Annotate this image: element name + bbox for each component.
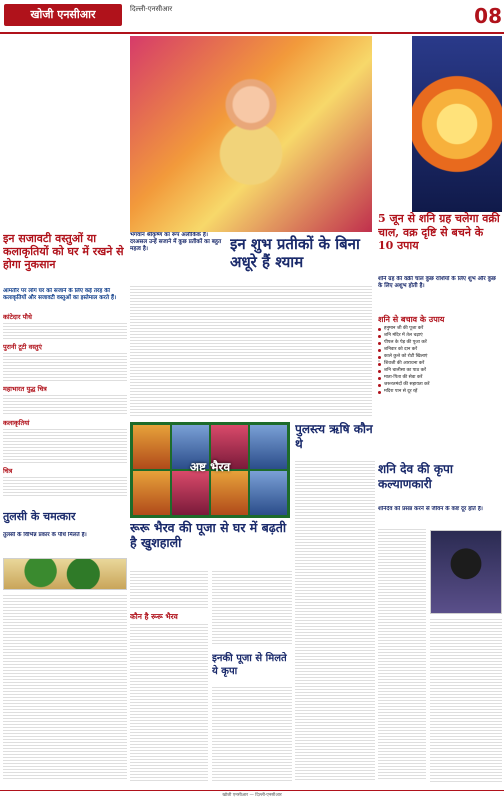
left-article-body bbox=[3, 310, 127, 505]
pulastya-body bbox=[295, 460, 375, 786]
wish-body bbox=[212, 686, 292, 786]
tulsi-headline-block bbox=[3, 510, 127, 530]
ashta-bhairav-image-grid bbox=[130, 422, 290, 518]
saturn-headline: 5 जून से शनि ग्रह चलेगा वक्री चाल, वक्र दृष्टि से बचने के 10 उपाय bbox=[378, 212, 500, 252]
text-lines bbox=[3, 594, 127, 780]
left-article-intro: आमतौर पर लोग घर को सजाने के लिए कई तरह की कलाकृतियों और सजावटी वस्तुओं का इस्तेमाल करते हैं। bbox=[3, 288, 117, 301]
bhairav-image bbox=[133, 471, 170, 515]
section-heading: कलाकृतियां bbox=[3, 419, 30, 427]
list-item: काले कुत्ते को रोटी खिलाएं bbox=[378, 354, 502, 360]
text-lines bbox=[295, 460, 375, 780]
text-lines bbox=[378, 528, 426, 780]
section-heading: चित्र bbox=[3, 467, 13, 475]
bhairav-body bbox=[130, 570, 208, 786]
text-lines bbox=[130, 570, 208, 610]
list-item: शनि चालीसा का पाठ करें bbox=[378, 368, 502, 374]
krishna-intro: भगवान श्रीकृष्ण का रूप अलौकिक है। दरअसल उन्हें सजाने में कुछ प्रतीकों का बहुत महत्व है। bbox=[130, 232, 222, 252]
bhairav-headline-block bbox=[130, 520, 292, 568]
text-lines bbox=[212, 686, 292, 782]
krishna-intro-block bbox=[130, 232, 226, 282]
tulsi-intro: तुलसी के विभिन्न प्रकार के पौधे मिलते हैं। bbox=[3, 532, 87, 538]
bhairav-body-2 bbox=[212, 570, 292, 650]
pulastya-headline: पुलस्त्य ऋषि कौन थे bbox=[295, 422, 373, 451]
header-rule bbox=[0, 32, 504, 34]
list-item: मदिरा पान से दूर रहें bbox=[378, 389, 502, 395]
page-footer: खोजी एनसीआर — दिल्ली-एनसीआर bbox=[0, 790, 504, 800]
tulsi-headline: तुलसी के चमत्कार bbox=[3, 510, 76, 523]
krishna-headline: इन शुभ प्रतीकों के बिना अधूरे हैं श्याम bbox=[230, 235, 360, 271]
text-lines bbox=[130, 623, 208, 783]
newspaper-brand: खोजी एनसीआर bbox=[4, 4, 122, 26]
text-lines bbox=[3, 322, 127, 340]
shani-blessing-intro: शनिदेव को प्रसन्न करने से जीवन के कष्ट दूर होते हैं। bbox=[378, 506, 483, 512]
shani-blessing-body bbox=[378, 528, 426, 786]
text-lines bbox=[212, 570, 292, 646]
saturn-intro: शनि ग्रह की वक्री चाल कुछ राशियों के लिए शुभ और कुछ के लिए अशुभ होती है। bbox=[378, 276, 496, 289]
shani-dev-photo bbox=[430, 530, 502, 614]
tulsi-body bbox=[3, 594, 127, 786]
section-heading: कांटेदार पौधे bbox=[3, 313, 32, 321]
saturn-intro-block bbox=[378, 276, 502, 310]
pulastya-photo-placeholder bbox=[378, 360, 380, 362]
list-item: जरूरतमंदों की सहायता करें bbox=[378, 382, 502, 388]
bhairav-image bbox=[211, 471, 248, 515]
text-lines bbox=[130, 285, 372, 417]
tulsi-intro-block bbox=[3, 532, 127, 556]
shani-blessing-headline: शनि देव की कृपा कल्याणकारी bbox=[378, 462, 453, 491]
text-lines bbox=[430, 618, 502, 782]
left-article-intro-block bbox=[3, 288, 127, 308]
wish-headline-block bbox=[212, 652, 292, 684]
edition-info: दिल्ली-एनसीआर bbox=[130, 5, 173, 13]
list-item: शनिवार को दान करें bbox=[378, 347, 502, 353]
list-item: हनुमान जी की पूजा करें bbox=[378, 326, 502, 332]
shani-sun-photo bbox=[412, 36, 502, 212]
saturn-remedies bbox=[378, 312, 502, 462]
pulastya-headline-block bbox=[295, 422, 375, 458]
section-heading: पुरानी टूटी वस्तुएं bbox=[3, 343, 42, 351]
list-item: माता-पिता की सेवा करें bbox=[378, 375, 502, 381]
list-item: शिवजी की आराधना करें bbox=[378, 361, 502, 367]
shani-blessing-body-2 bbox=[430, 618, 502, 786]
bhairav-subheading: कौन है रूरू भैरव bbox=[130, 612, 178, 621]
saturn-headline-block bbox=[378, 212, 502, 274]
text-lines bbox=[3, 352, 127, 382]
saturn-remedies-heading: शनि से बचाव के उपाय bbox=[378, 315, 445, 324]
left-article-headline: इन सजावटी वस्तुओं या कलाकृतियों को घर में रखने से होगा नुकसान bbox=[3, 232, 124, 271]
krishna-body bbox=[130, 285, 372, 420]
wish-headline: इनकी पूजा से मिलते ये कृपा bbox=[212, 653, 287, 677]
tulsi-photo bbox=[3, 558, 127, 590]
list-item: पीपल के पेड़ की पूजा करें bbox=[378, 340, 502, 346]
shani-blessing-headline-block bbox=[378, 462, 502, 504]
shani-blessing-intro-block bbox=[378, 506, 502, 526]
bhairav-headline: रूरू भैरव की पूजा से घर में बढ़ती है खुशहाली bbox=[130, 520, 287, 550]
section-heading: महाभारत युद्ध चित्र bbox=[3, 385, 47, 393]
bhairav-image bbox=[250, 471, 287, 515]
text-lines bbox=[3, 428, 127, 464]
text-lines bbox=[3, 394, 127, 416]
remedy-list bbox=[378, 326, 502, 395]
left-article-headline-block bbox=[3, 232, 127, 284]
text-lines bbox=[3, 476, 127, 496]
krishna-photo bbox=[130, 36, 372, 232]
list-item: शनि मंदिर में तेल चढ़ाएं bbox=[378, 333, 502, 339]
page-number: 08 bbox=[474, 4, 502, 28]
bhairav-image bbox=[172, 471, 209, 515]
ashta-bhairav-label: अष्ट भैरव bbox=[189, 460, 231, 474]
